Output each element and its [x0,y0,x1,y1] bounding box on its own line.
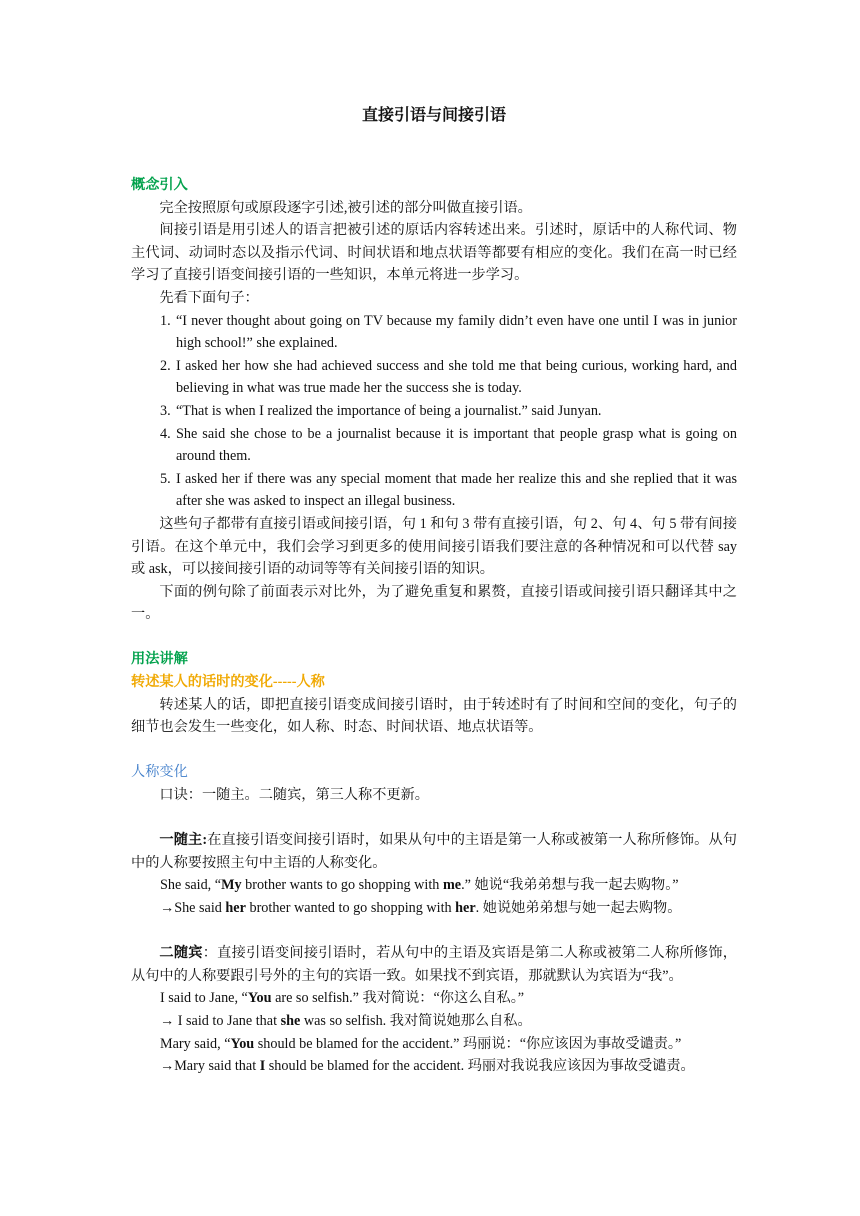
example-text: →She said [160,900,226,916]
list-item [131,310,737,355]
list-number: 5. [160,470,171,487]
example-converted-sentence [131,1055,737,1078]
example-emphasis: her [455,900,476,916]
list-item [131,355,737,400]
paragraph-mnemonic: 口诀：一随主。二随宾，第三人称不更新。 [159,787,429,804]
list-number: 3. [160,402,171,419]
example-emphasis: My [221,877,242,894]
spacer [131,626,737,649]
paragraph-reporting-changes: 转述某人的话，即把直接引语变成间接引语时，由于转述时有了时间和空间的变化，句子的细节也会发生一些变化，如人称、时态、时间状语、地点状语等。 [131,696,737,736]
example-sentence [131,1033,737,1056]
spacer [131,807,737,830]
example-text: should be blamed for the accident. 玛丽对我说我应该因为事故受谴责。 [265,1058,695,1075]
example-text: I said to Jane, “ [160,990,248,1007]
list-item [131,400,737,423]
list-item [131,423,737,468]
example-text: She said, “ [160,877,222,894]
example-emphasis: I [259,1058,266,1075]
example-text: →Mary said that [160,1058,260,1075]
rule-text: 在直接引语变间接引语时，如果从句中的主语是第一人称或被第一人称所修饰。从句中的人称要按照主句中主语的人称变化。 [131,832,737,871]
rule-label: 一随主: [159,832,208,849]
paragraph-indirect-definition: 间接引语是用引述人的语言把被引述的原话内容转述出来。引述时，原话中的人称代词、物主代词、动词时态以及指示代词、时间状语和地点状语等都要有相应的变化。我们在高一时已经学习了直接引语变间接引语的一些知识，本单元将进一步学习。 [131,222,737,284]
example-sentence [131,874,737,897]
example-list [131,310,737,513]
example-text: was so selfish. 我对简说她那么自私。 [300,1012,532,1029]
list-item-text: “That is when I realized the importance of being a journalist.” said Junyan. [176,402,602,419]
example-text: brother wants to go shopping with [241,877,443,894]
paragraph-rule-subject [131,829,737,874]
example-converted-sentence [131,897,737,920]
example-emphasis: her [225,900,246,916]
example-text: Mary said, “ [160,1035,231,1052]
list-number: 1. [160,312,171,329]
subheading-person-change: 转述某人的话时的变化-----人称 [131,674,325,691]
list-item-text: I asked her if there was any special moment that made her realize this and she replied that it was after she was asked to inspect an illegal business. [176,470,737,510]
example-text: are so selfish.” 我对简说：“你这么自私。” [271,990,525,1007]
example-emphasis: she [280,1012,301,1029]
list-number: 2. [160,357,171,374]
example-text: .” 她说“我弟弟想与我一起去购物。” [461,877,679,894]
page-title: 直接引语与间接引语 [361,107,506,124]
example-text: brother wanted to go shopping with [245,900,456,916]
paragraph-direct-definition: 完全按照原句或原段逐字引述,被引述的部分叫做直接引语。 [159,199,532,216]
section-heading-usage: 用法讲解 [131,651,188,668]
example-emphasis: me [442,877,462,894]
rule-label: 二随宾 [159,945,203,962]
example-text: should be blamed for the accident.” 玛丽说：“你应该因为事故受谴责。” [254,1035,682,1052]
list-item [131,468,737,513]
section-heading-person: 人称变化 [131,764,188,781]
paragraph-rule-object [131,942,737,987]
example-text: . 她说她弟弟想与她一起去购物。 [475,900,682,916]
example-emphasis: You [230,1035,255,1052]
paragraph-sentence-analysis: 这些句子都带有直接引语或间接引语，句 1 和句 3 带有直接引语，句 2、句 4、句 5 带有间接引语。在这个单元中，我们会学习到更多的使用间接引语我们要注意的各种情况和可以代替 say 或 ask，可以接间接引语的动词等等有关间接引语的知识。 [131,515,737,578]
spacer [131,920,737,943]
example-converted-sentence [131,1010,737,1033]
example-text: → I said to Jane that [160,1012,281,1029]
document-body [131,104,737,1078]
rule-text: ：直接引语变间接引语时，若从句中的主语及宾语是第二人称或被第二人称所修饰，从句中的人称要跟引号外的主句的宾语一致。如果找不到宾语，那就默认为宾语为“我”。 [131,945,737,984]
list-number: 4. [160,425,171,442]
list-item-text: “I never thought about going on TV because my family didn’t even have one until I was in junior high school!” she explained. [176,312,737,352]
example-emphasis: You [247,990,272,1007]
list-item-text: I asked her how she had achieved success and she told me that being curious, working hard, and believing in what was true made her the success she is today. [176,357,737,397]
list-item-text: She said she chose to be a journalist because it is important that people grasp what is going on around them. [176,425,737,465]
spacer [131,739,737,762]
example-sentence [131,987,737,1010]
section-heading-concept: 概念引入 [131,177,188,193]
paragraph-translation-note: 下面的例句除了前面表示对比外，为了避免重复和累赘，直接引语或间接引语只翻译其中之一。 [131,583,737,623]
paragraph-see-below: 先看下面句子： [159,289,259,306]
